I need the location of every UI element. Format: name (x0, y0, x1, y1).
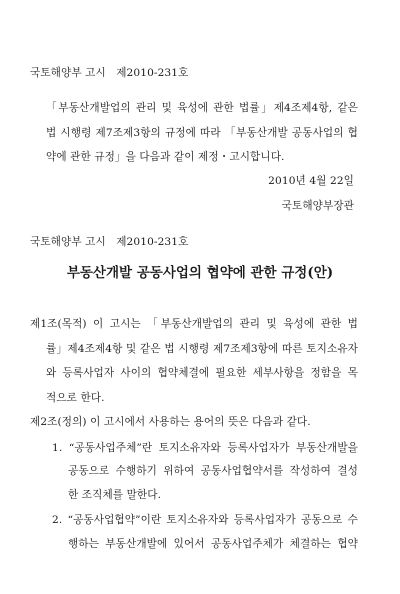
article1-line: 적으로 한다. (46, 392, 105, 404)
notice-label: 국토해양부 고시 (30, 67, 106, 79)
notice-issuer: 국토해양부장관 (281, 200, 354, 212)
article2-intro: 제2조(정의) 이 고시에서 사용하는 용어의 뜻은 다음과 같다. (30, 416, 311, 428)
preamble-line: 약에 관한 규정」을 다음과 같이 제정・고시합니다. (46, 151, 285, 163)
notice-header-second (30, 235, 188, 249)
notice-label: 국토해양부 고시 (30, 236, 106, 248)
notice-number: 제2010-231호 (116, 236, 189, 248)
item2-line: 행하는 부동산개발에 있어서 공동사업주체가 체결하는 협약 (68, 538, 358, 550)
item1-line: 한 조직체를 말한다. (68, 489, 162, 501)
article1-line: 률」제4조제4항 및 같은 법 시행령 제7조제3항에 따른 토지소유자 (46, 343, 358, 355)
notice-date: 2010년 4월 22일 (268, 175, 354, 187)
notice-header-top (30, 66, 188, 80)
item1-line: 1. “공동사업주체”란 토지소유자와 등록사업자가 부동산개발을 (52, 442, 358, 454)
article1-line: 제1조(목적) 이 고시는 「부동산개발업의 관리 및 육성에 관한 법 (30, 318, 358, 330)
preamble-line: 법 시행령 제7조제3항의 규정에 따라 「부동산개발 공동사업의 협 (46, 127, 358, 139)
article1-line: 와 등록사업자 사이의 협약체결에 필요한 세부사항을 정함을 목 (46, 367, 358, 379)
regulation-title: 부동산개발 공동사업의 협약에 관한 규정(안) (66, 265, 334, 281)
item2-line: 2. “공동사업협약”이란 토지소유자와 등록사업자가 공동으로 수 (52, 514, 358, 526)
preamble-line: 「부동산개발업의 관리 및 육성에 관한 법률」제4조제4항, 같은 (46, 102, 358, 114)
item1-line: 공동으로 수행하기 위하여 공동사업협약서를 작성하여 결성 (68, 465, 358, 477)
notice-number: 제2010-231호 (116, 67, 189, 79)
